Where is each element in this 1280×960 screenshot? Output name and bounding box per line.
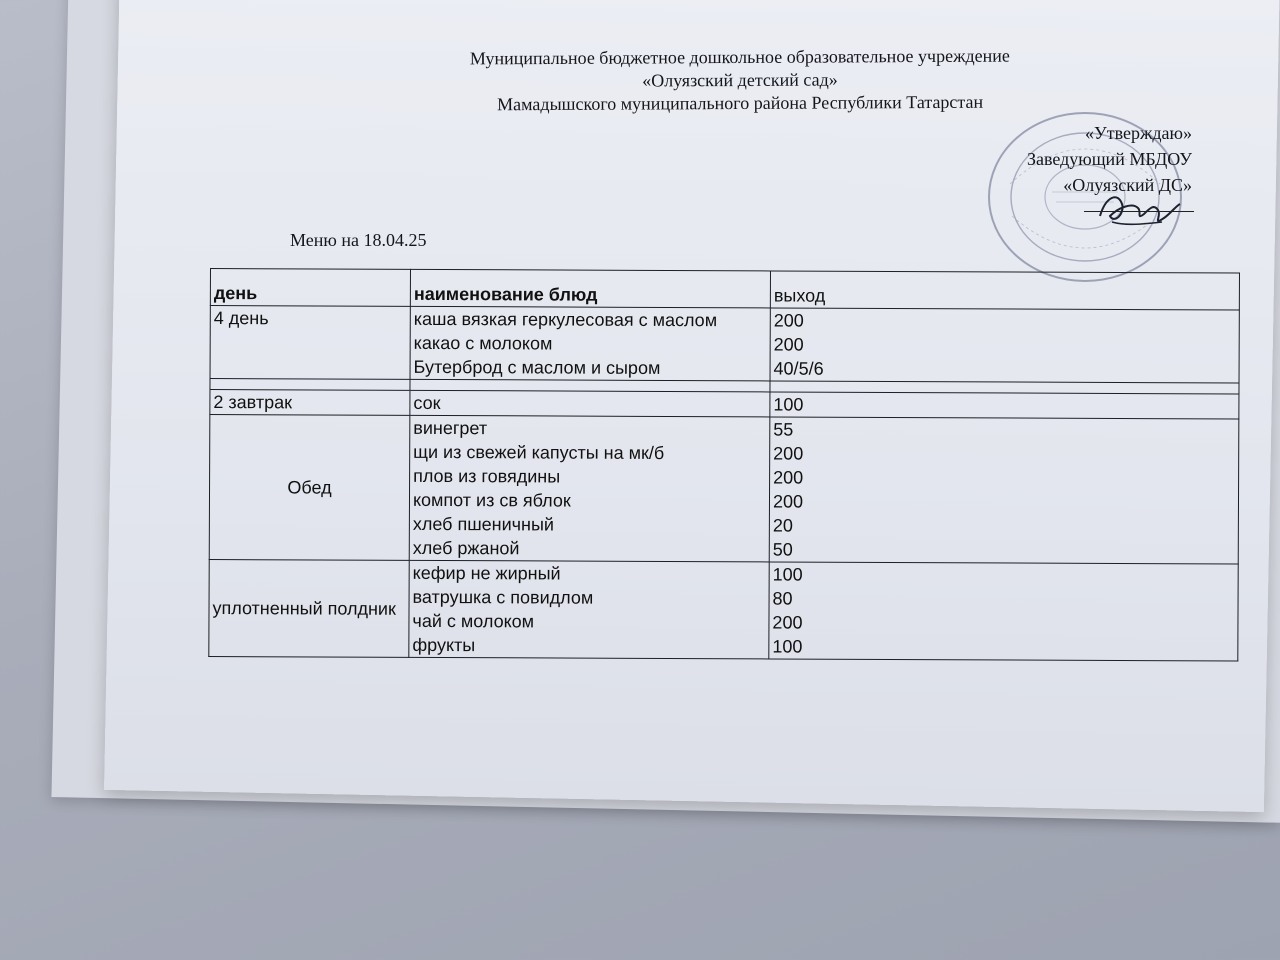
header-line-1: Муниципальное бюджетное дошкольное образовательное учреждение (469, 45, 1010, 69)
dish-item: винегрет (413, 417, 488, 439)
output-value: 100 (773, 394, 804, 415)
output-value: 20 (772, 515, 793, 536)
dish-cell (410, 306, 770, 381)
signature-line (1084, 211, 1194, 212)
output-value: 200 (773, 310, 804, 331)
table-header-row (210, 269, 1239, 310)
output-value: 200 (772, 491, 804, 512)
dish-item: чай с молоком (412, 610, 535, 632)
dish-item: фрукты (412, 634, 476, 656)
approval-line-2: Заведующий МБДОУ (1026, 149, 1192, 169)
table-row (209, 559, 1238, 660)
day-cell: уплотненный полдник (209, 559, 409, 657)
dish-item: какао с молоком (413, 332, 553, 354)
table-row (209, 415, 1239, 564)
output-value: 50 (772, 539, 793, 560)
output-value: 200 (773, 467, 804, 488)
output-cell (770, 392, 1239, 419)
dish-item: хлеб ржаной (412, 537, 520, 559)
header-line-2: «Олуязский детский сад» (642, 69, 838, 91)
dish-cell (409, 560, 769, 659)
output-value: 200 (773, 443, 804, 464)
dish-item: плов из говядины (413, 465, 561, 487)
handwritten-signature (1092, 186, 1184, 232)
day-cell: 2 завтрак (210, 390, 410, 416)
approval-line-1: «Утверждаю» (1084, 123, 1192, 143)
menu-table-container (208, 268, 1240, 661)
output-value: 40/5/6 (773, 358, 824, 379)
day-cell: 4 день (210, 306, 410, 380)
menu-table (208, 268, 1240, 661)
output-cell (769, 417, 1239, 564)
dish-item: ватрушка с повидлом (412, 586, 594, 608)
dish-item: каша вязкая геркулесовая с маслом (413, 308, 718, 331)
day-cell: Обед (209, 415, 410, 561)
output-value: 200 (773, 334, 804, 355)
dish-item: кефир не жирный (412, 562, 561, 584)
dish-item: щи из свежей капусты на мк/б (413, 441, 665, 463)
header-line-3: Мамадышского муниципального района Республики Татарстан (497, 91, 984, 115)
output-cell (769, 562, 1238, 661)
dish-cell (410, 390, 770, 417)
table-row (210, 306, 1239, 383)
approval-line-3: «Олуязский ДС» (1063, 175, 1192, 195)
menu-title: Меню на 18.04.25 (290, 230, 427, 250)
output-value: 100 (772, 564, 803, 585)
column-header-output: выход (770, 271, 1239, 310)
output-value: 80 (772, 588, 793, 609)
output-value: 100 (772, 636, 803, 657)
dish-item: компот из св яблок (412, 489, 571, 511)
column-header-day: день (210, 269, 410, 307)
dish-cell (409, 415, 770, 562)
dish-item: Бутерброд с маслом и сыром (413, 356, 661, 378)
output-cell (770, 308, 1239, 383)
output-value: 200 (772, 612, 803, 633)
column-header-dish: наименование блюд (410, 269, 770, 308)
dish-item: сок (413, 392, 441, 414)
dish-item: хлеб пшеничный (412, 513, 555, 535)
output-value: 55 (773, 419, 794, 440)
